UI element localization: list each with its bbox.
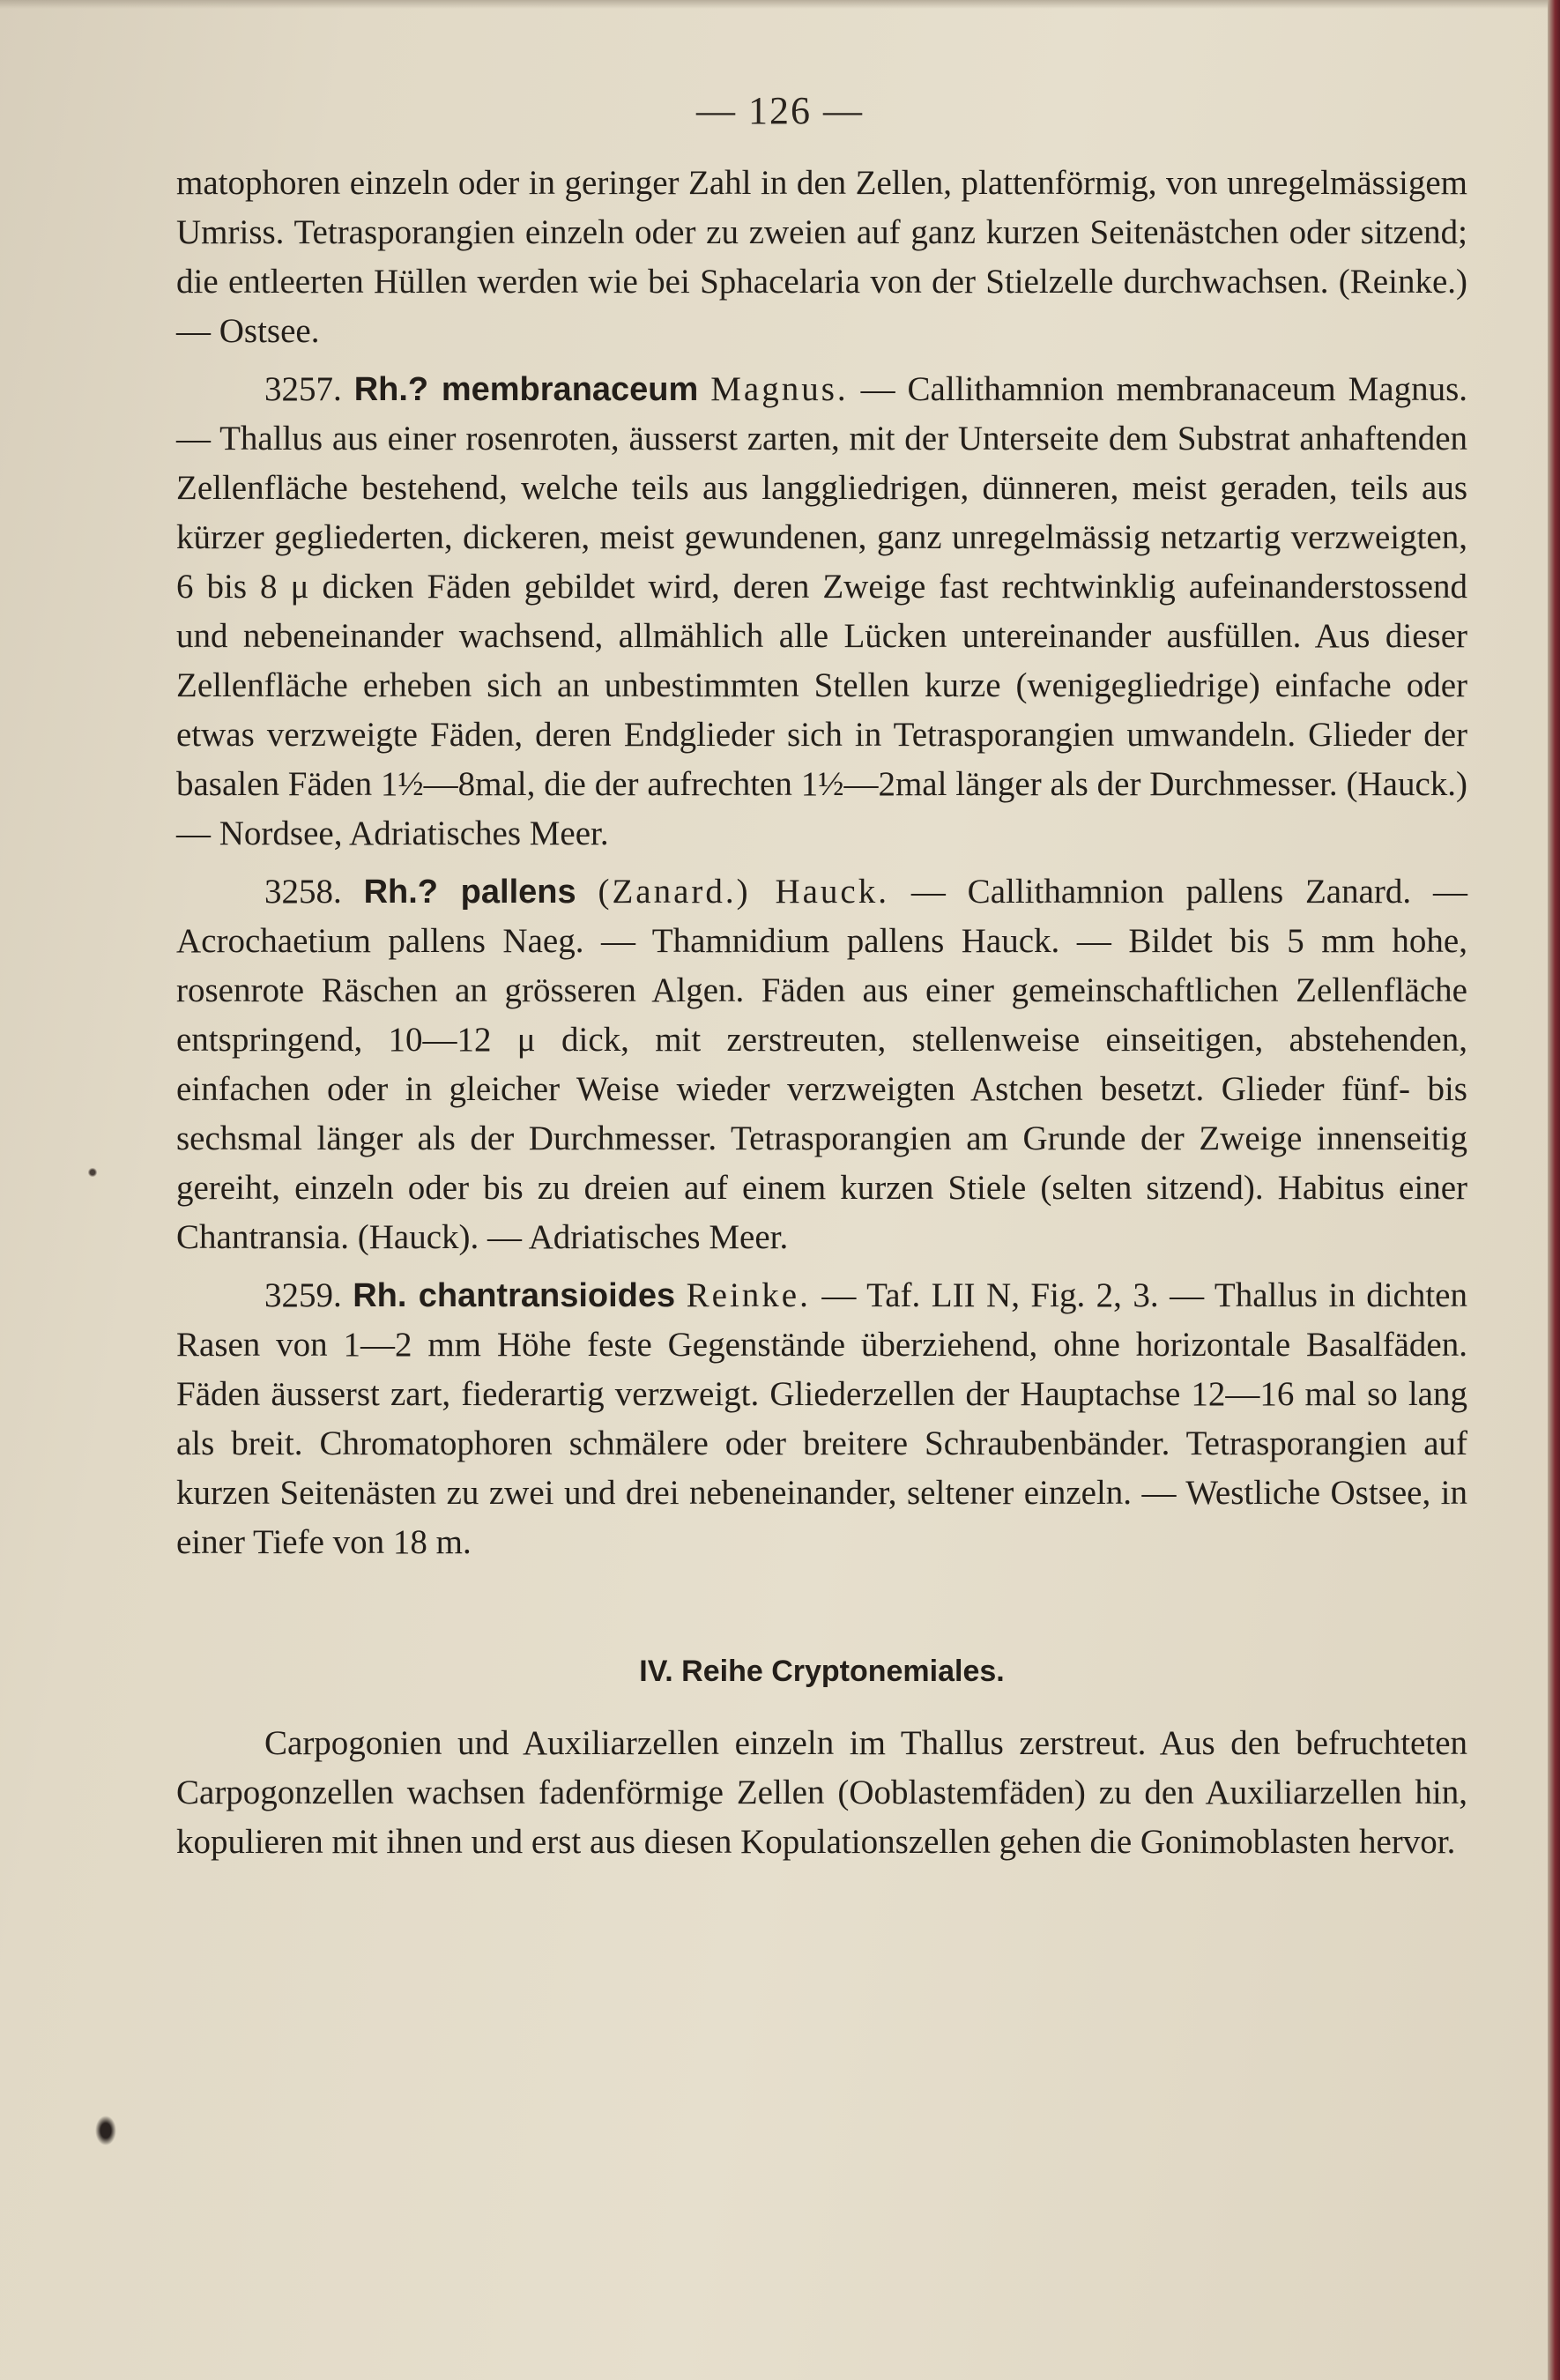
species-author: (Zanard.) Hauck. <box>598 873 889 911</box>
species-entry-3259 <box>176 1271 1467 1567</box>
page-number: — 126 — <box>696 89 864 132</box>
section-paragraph: Carpogonien und Auxiliarzellen einzeln im Thallus zerstreut. Aus den befruchteten Carpogonzellen wachsen fadenförmige Zellen (Ooblastemfäden) zu den Auxiliarzellen hin, kopulieren mit ihnen und erst aus diesen Kopulationszellen gehen die Gonimoblasten hervor. <box>176 1724 1467 1861</box>
book-binding-edge <box>1548 0 1560 2380</box>
entry-description: — Taf. LII N, Fig. 2, 3. — Thallus in dichten Rasen von 1—2 mm Höhe feste Gegenstände überziehend, ohne horizontale Basalfäden. Fäden äusserst zart, fiederartig verzweigt. Gliederzellen der Hauptachse 12—16 mal so lang als breit. Chromatophoren schmälere oder breitere Schraubenbänder. Tetrasporangien auf kurzen Seitenästen zu zwei und drei nebeneinander, seltener einzeln. — Westliche Ostsee, in einer Tiefe von 18 m. <box>176 1276 1467 1561</box>
species-author: Magnus. <box>710 370 849 408</box>
entry-number: 3259. <box>264 1276 342 1314</box>
species-entry-3257 <box>176 365 1467 859</box>
ink-speck <box>88 1168 97 1177</box>
species-name: Rh.? pallens <box>363 874 576 911</box>
entry-description: — Callithamnion pallens Zanard. — Acrochaetium pallens Naeg. — Thamnidium pallens Hauck. — Bildet bis 5 mm hohe, rosenrote Räschen an grösseren Algen. Fäden aus einer gemeinschaftlichen Zellenfläche entspringend, 10—12 μ dick, mit zerstreuten, stellenweise einseitigen, abstehenden, einfachen oder in gleicher Weise wieder verzweigten Astchen besetzt. Glieder fünf- bis sechsmal länger als der Durchmesser. Tetrasporangien am Grunde der Zweige innenseitig gereiht, einzeln oder bis zu dreien auf einem kurzen Stiele (selten sitzend). Habitus einer Chantransia. (Hauck). — Adriatisches Meer. <box>176 873 1468 1256</box>
species-author: Reinke. <box>686 1276 811 1314</box>
entry-number: 3258. <box>264 873 342 911</box>
main-text <box>176 159 1467 1867</box>
species-entry-3258 <box>176 867 1467 1262</box>
species-name: Rh.? membranaceum <box>353 371 699 408</box>
intro-paragraph: matophoren einzeln oder in geringer Zahl in den Zellen, plattenförmig, von unregelmässigem Umriss. Tetrasporangien einzeln oder zu zweien auf ganz kurzen Seitenästchen oder sitzend; die entleerten Hüllen werden wie bei Sphacelaria von der Stielzelle durchwachsen. (Reinke.) — Ostsee. <box>176 164 1467 350</box>
species-name: Rh. chantransioides <box>353 1277 676 1314</box>
ink-blot <box>95 2116 116 2146</box>
section-heading: IV. Reihe Cryptonemiales. <box>639 1655 1005 1688</box>
entry-number: 3257. <box>264 370 342 408</box>
entry-description: — Callithamnion membranaceum Magnus. — Thallus aus einer rosenroten, äusserst zarten, mit der Unterseite dem Substrat anhaftenden Zellenfläche bestehend, welche teils aus langgliedrigen, dünneren, meist geraden, teils aus kürzer gegliederten, dickeren, meist gewundenen, ganz unregelmässig netzartig verzweigten, 6 bis 8 μ dicken Fäden gebildet wird, deren Zweige fast rechtwinklig aufeinanderstossend und nebeneinander wachsend, allmählich alle Lücken untereinander ausfüllen. Aus dieser Zellenfläche erheben sich an unbestimmten Stellen kurze (wenigegliedrige) einfache oder etwas verzweigte Fäden, deren Endglieder sich in Tetrasporangien umwandeln. Glieder der basalen Fäden 1½—8mal, die der aufrechten 1½—2mal länger als der Durchmesser. (Hauck.) — Nordsee, Adriatisches Meer. <box>176 370 1468 852</box>
page-top-edge <box>0 0 1560 9</box>
